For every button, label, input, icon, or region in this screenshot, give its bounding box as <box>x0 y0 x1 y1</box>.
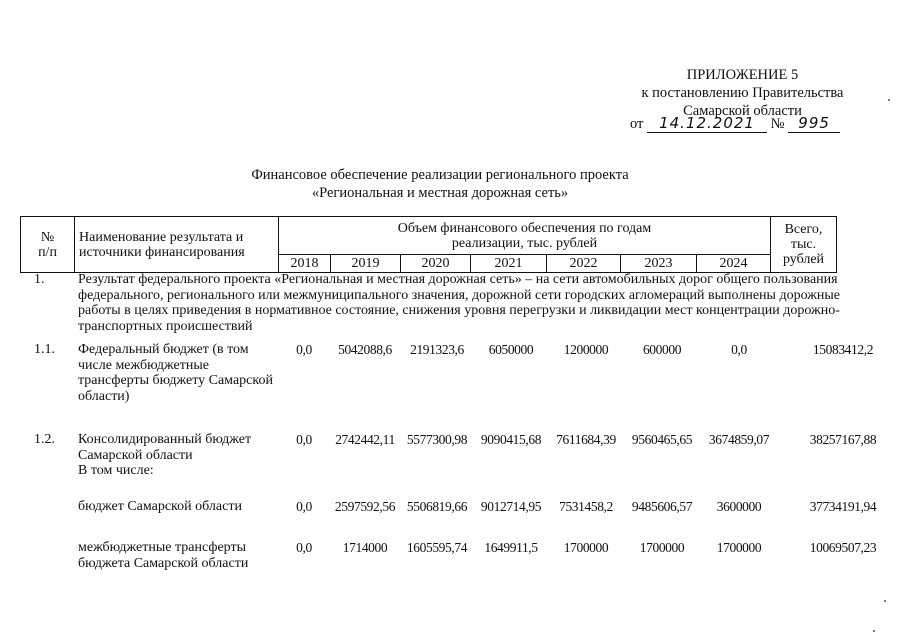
year-value: 2597592,56 <box>334 499 396 514</box>
financing-table-header <box>20 216 837 273</box>
year-value: 5042088,6 <box>338 342 392 357</box>
col-header-group: Объем финансового обеспечения по годам реализации, тыс. рублей <box>279 217 771 255</box>
appendix-title: ПРИЛОЖЕНИЕ 5 <box>686 67 799 83</box>
col-header-total: Всего, тыс. рублей <box>771 217 837 273</box>
year-value: 1649911,5 <box>484 540 538 555</box>
resolution-date: 14.12.2021 <box>647 114 767 133</box>
result-description: Результат федерального проекта «Региональная и местная дорожная сеть» – на сети автомобильных дорог общего пользования федерального, регионального или межмуниципального значения, дорожной сети городских агломераций выполнены дорожные работы в целях приведения в нормативное состояние, снижения уровня перегрузки и ликвидации мест концентрации дорожно-транспортных происшествий <box>78 272 841 334</box>
row-label: межбюджетные трансферты бюджета Самарской области <box>78 540 249 571</box>
year-value: 600000 <box>642 342 682 357</box>
year-value: 5506819,66 <box>406 499 468 514</box>
year-value: 1700000 <box>563 540 609 555</box>
year-value: 3674859,07 <box>708 432 770 447</box>
year-value: 1700000 <box>639 540 685 555</box>
row-total-value: 10069507,23 <box>809 540 877 555</box>
row-label: Консолидированный бюджет Самарской области <box>78 432 252 463</box>
row-number: 1.1. <box>34 342 55 357</box>
row-number: 1.2. <box>34 432 55 447</box>
year-value: 2191323,6 <box>410 342 464 357</box>
year-value: 1700000 <box>716 540 762 555</box>
year-value: 9560465,65 <box>631 432 693 447</box>
year-value: 0,0 <box>296 540 312 555</box>
row-number: 1. <box>34 272 45 287</box>
year-value: 9090415,68 <box>480 432 542 447</box>
year-value: 1200000 <box>563 342 609 357</box>
title-line-1: Финансовое обеспечение реализации регионального проекта <box>251 167 629 183</box>
year-value: 5577300,98 <box>406 432 468 447</box>
scan-speck <box>888 99 890 101</box>
row-label: бюджет Самарской области <box>78 499 242 514</box>
appendix-header <box>600 66 885 120</box>
year-header: 2018 <box>279 255 331 273</box>
year-header: 2019 <box>331 255 401 273</box>
row-total-value: 37734191,94 <box>809 499 877 514</box>
year-header: 2022 <box>547 255 621 273</box>
document-title <box>200 166 680 202</box>
year-value: 2742442,11 <box>335 432 395 447</box>
year-value: 9485606,57 <box>631 499 693 514</box>
year-value: 6050000 <box>488 342 534 357</box>
from-label: от <box>630 116 644 132</box>
year-value: 9012714,95 <box>480 499 542 514</box>
col-header-number: № п/п <box>21 217 75 273</box>
row-total-value: 38257167,88 <box>809 432 877 447</box>
row-total-value: 15083412,2 <box>812 342 874 357</box>
scan-speck <box>884 600 886 602</box>
year-value: 7611684,39 <box>556 432 616 447</box>
year-header: 2024 <box>697 255 771 273</box>
row-sublabel: В том числе: <box>78 463 154 478</box>
year-value: 3600000 <box>716 499 762 514</box>
year-value: 0,0 <box>296 499 312 514</box>
year-value: 0,0 <box>296 342 312 357</box>
appendix-signature-line <box>630 114 840 133</box>
year-value: 7531458,2 <box>559 499 613 514</box>
year-header: 2020 <box>401 255 471 273</box>
title-line-2: «Региональная и местная дорожная сеть» <box>311 185 569 201</box>
year-value: 0,0 <box>296 432 312 447</box>
year-value: 0,0 <box>731 342 747 357</box>
row-label: Федеральный бюджет (в том числе межбюджетные трансферты бюджету Самарской области) <box>78 342 273 404</box>
year-header: 2021 <box>471 255 547 273</box>
year-value: 1714000 <box>342 540 388 555</box>
appendix-region: Самарской области <box>683 103 802 119</box>
appendix-resolution: к постановлению Правительства <box>641 85 844 101</box>
year-value: 1605595,74 <box>406 540 468 555</box>
number-label: № <box>770 116 785 132</box>
resolution-number: 995 <box>788 114 840 133</box>
col-header-name: Наименование результата и источники финансирования <box>75 217 279 273</box>
year-header: 2023 <box>621 255 697 273</box>
scan-speck <box>873 630 875 632</box>
